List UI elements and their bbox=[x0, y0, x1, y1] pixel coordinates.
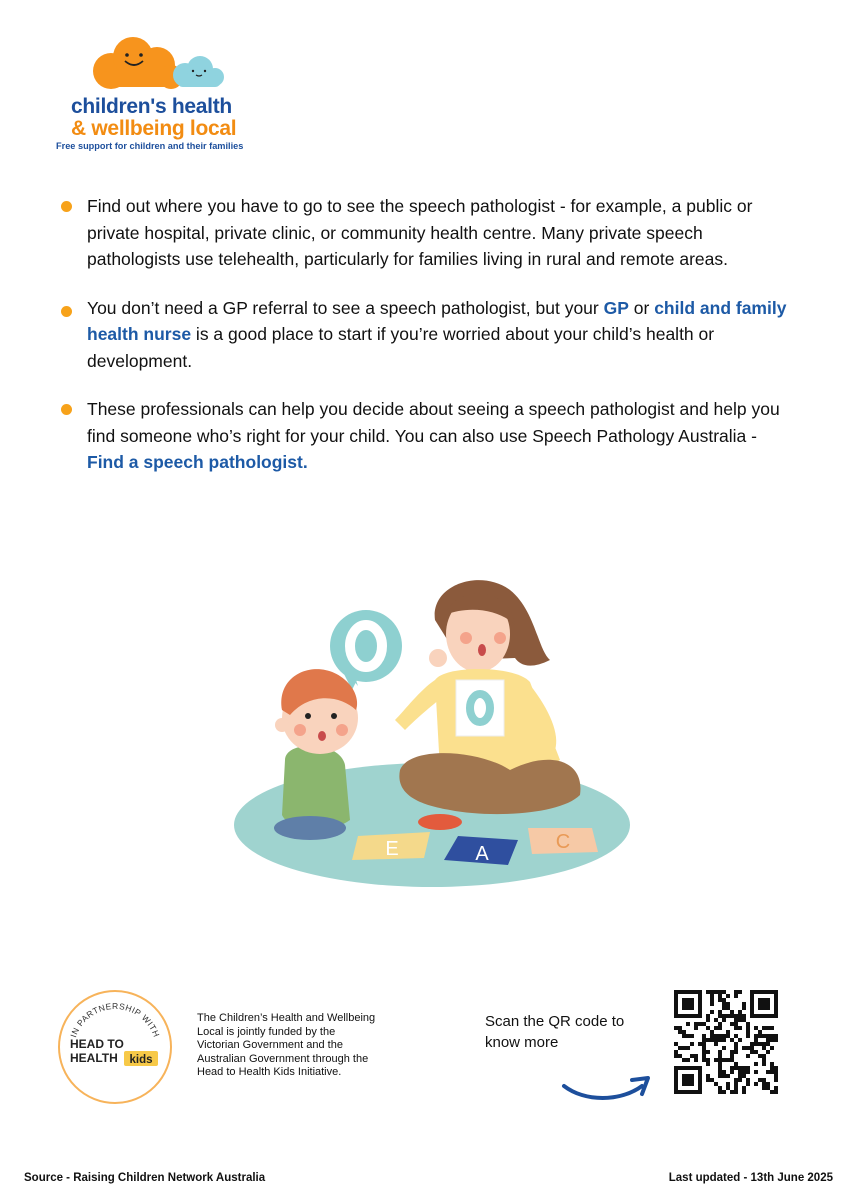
bullet-item bbox=[60, 396, 790, 476]
bullet-text: is a good place to start if you’re worried about your child’s health or development. bbox=[87, 324, 715, 371]
find-speech-pathologist-link[interactable]: Find a speech pathologist. bbox=[87, 452, 308, 472]
letter-card-e bbox=[352, 832, 430, 860]
letter-card-c bbox=[528, 828, 598, 854]
bullet-list bbox=[60, 193, 790, 476]
svg-text:kids: kids bbox=[129, 1054, 153, 1066]
svg-text:A: A bbox=[475, 843, 489, 865]
letter-card-o bbox=[456, 680, 504, 736]
child-family-health-nurse-link[interactable]: child and family health nurse bbox=[87, 297, 787, 344]
logo-title-line2: & wellbeing local bbox=[71, 117, 237, 140]
footer-last-updated: Last updated - 13th June 2025 bbox=[668, 1172, 833, 1184]
bullet-dot-icon bbox=[61, 404, 72, 415]
logo-title-line1: children's health bbox=[71, 95, 232, 118]
svg-text:HEALTH: HEALTH bbox=[70, 1051, 118, 1065]
bullet-dot-icon bbox=[61, 306, 72, 317]
bullet-text: These professionals can help you decide about seeing a speech pathologist and help you find someone who’s right for your child. You can also use Speech Pathology Australia - bbox=[87, 399, 780, 446]
head-to-health-kids-logo bbox=[60, 992, 170, 1102]
partner-badge bbox=[58, 990, 172, 1104]
qr-code[interactable] bbox=[674, 990, 778, 1094]
svg-text:C: C bbox=[555, 831, 571, 853]
arrow-right-icon bbox=[560, 1072, 660, 1106]
scan-qr-text: Scan the QR code to know more bbox=[485, 1013, 625, 1051]
svg-text:IN PARTNERSHIP WITH: IN PARTNERSHIP WITH bbox=[68, 1000, 162, 1039]
speech-therapy-illustration bbox=[230, 570, 645, 900]
boy-figure bbox=[274, 669, 358, 840]
svg-text:HEAD TO: HEAD TO bbox=[70, 1037, 124, 1051]
logo bbox=[55, 35, 265, 155]
bullet-text: or bbox=[628, 297, 655, 318]
bullet-item bbox=[60, 295, 790, 375]
svg-text:E: E bbox=[385, 838, 399, 860]
bullet-text: You don’t need a GP referral to see a speech pathologist, but your bbox=[87, 297, 604, 318]
funding-text: The Children’s Health and Wellbeing Local is jointly funded by the Victorian Government and the Australian Government through the Head to Health Kids Initiative. bbox=[197, 1012, 376, 1078]
footer-source: Source - Raising Children Network Australia bbox=[24, 1172, 266, 1184]
cloud-logo-icon bbox=[85, 35, 225, 95]
bullet-dot-icon bbox=[61, 201, 72, 212]
gp-link[interactable]: GP bbox=[603, 297, 629, 318]
bullet-text: Find out where you have to go to see the speech pathologist - for example, a public or private hospital, private clinic, or community health centre. Many private speech pathologists use telehealth, particularly for families living in rural and remote areas. bbox=[87, 196, 753, 269]
bullet-item bbox=[60, 193, 790, 273]
woman-figure bbox=[395, 580, 580, 830]
logo-tagline: Free support for children and their families bbox=[56, 141, 244, 151]
